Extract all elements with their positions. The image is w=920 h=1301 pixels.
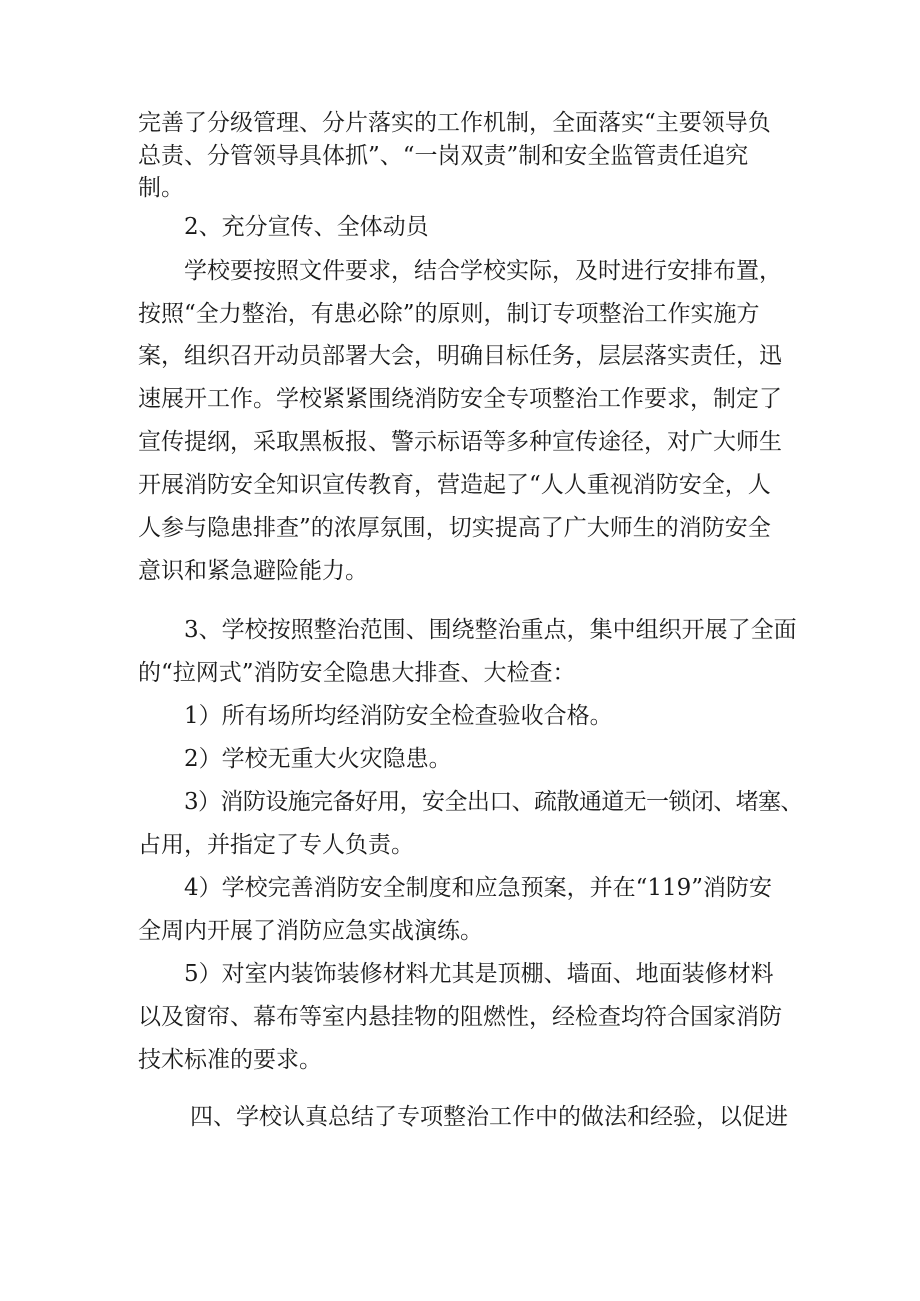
text-line-6: 按照“全力整治，有患必除”的原则，制订专项整治工作实施方 (138, 301, 760, 327)
text-line-1: 完善了分级管理、分片落实的工作机制，全面落实“主要领导负 (138, 110, 771, 136)
list-item-3-cont: 占用，并指定了专人负责。 (138, 832, 414, 858)
text-line-9: 宣传提纲，采取黑板报、警示标语等多种宣传途径，对广大师生 (138, 429, 782, 455)
section-heading-4: 四、学校认真总结了专项整治工作中的做法和经验，以促进 (190, 1104, 788, 1130)
list-item-4-cont: 全周内开展了消防应急实战演练。 (138, 918, 483, 944)
section-heading-2: 2、充分宣传、全体动员 (184, 214, 429, 240)
list-item-5-cont-1: 以及窗帘、幕布等室内悬挂物的阻燃性，经检查均符合国家消防 (138, 1004, 782, 1030)
list-item-4: 4）学校完善消防安全制度和应急预案，并在“119”消防安 (184, 875, 773, 901)
list-item-3: 3）消防设施完备好用，安全出口、疏散通道无一锁闭、堵塞、 (184, 789, 803, 815)
text-line-8: 速展开工作。学校紧紧围绕消防安全专项整治工作要求，制定了 (138, 386, 782, 412)
text-line-12: 意识和紧急避险能力。 (138, 558, 368, 584)
text-line-2: 总责、分管领导具体抓”、“一岗双责”制和安全监管责任追究 (138, 143, 749, 169)
text-line-14: 的“拉网式”消防安全隐患大排查、大检查： (138, 660, 576, 686)
list-item-2: 2）学校无重大火灾隐患。 (184, 746, 452, 772)
list-item-5: 5）对室内装饰装修材料尤其是顶棚、墙面、地面装修材料 (184, 961, 774, 987)
text-line-3: 制。 (138, 175, 184, 201)
section-heading-3: 3、学校按照整治范围、围绕整治重点，集中组织开展了全面 (184, 617, 797, 643)
text-line-7: 案，组织召开动员部署大会，明确目标任务，层层落实责任，迅 (138, 343, 782, 369)
list-item-5-cont-2: 技术标准的要求。 (138, 1047, 322, 1073)
text-line-10: 开展消防安全知识宣传教育，营造起了“人人重视消防安全，人 (138, 472, 771, 498)
list-item-1: 1）所有场所均经消防安全检查验收合格。 (184, 703, 613, 729)
text-line-11: 人参与隐患排查”的浓厚氛围，切实提高了广大师生的消防安全 (138, 515, 771, 541)
text-line-5: 学校要按照文件要求，结合学校实际，及时进行安排布置， (184, 258, 782, 284)
